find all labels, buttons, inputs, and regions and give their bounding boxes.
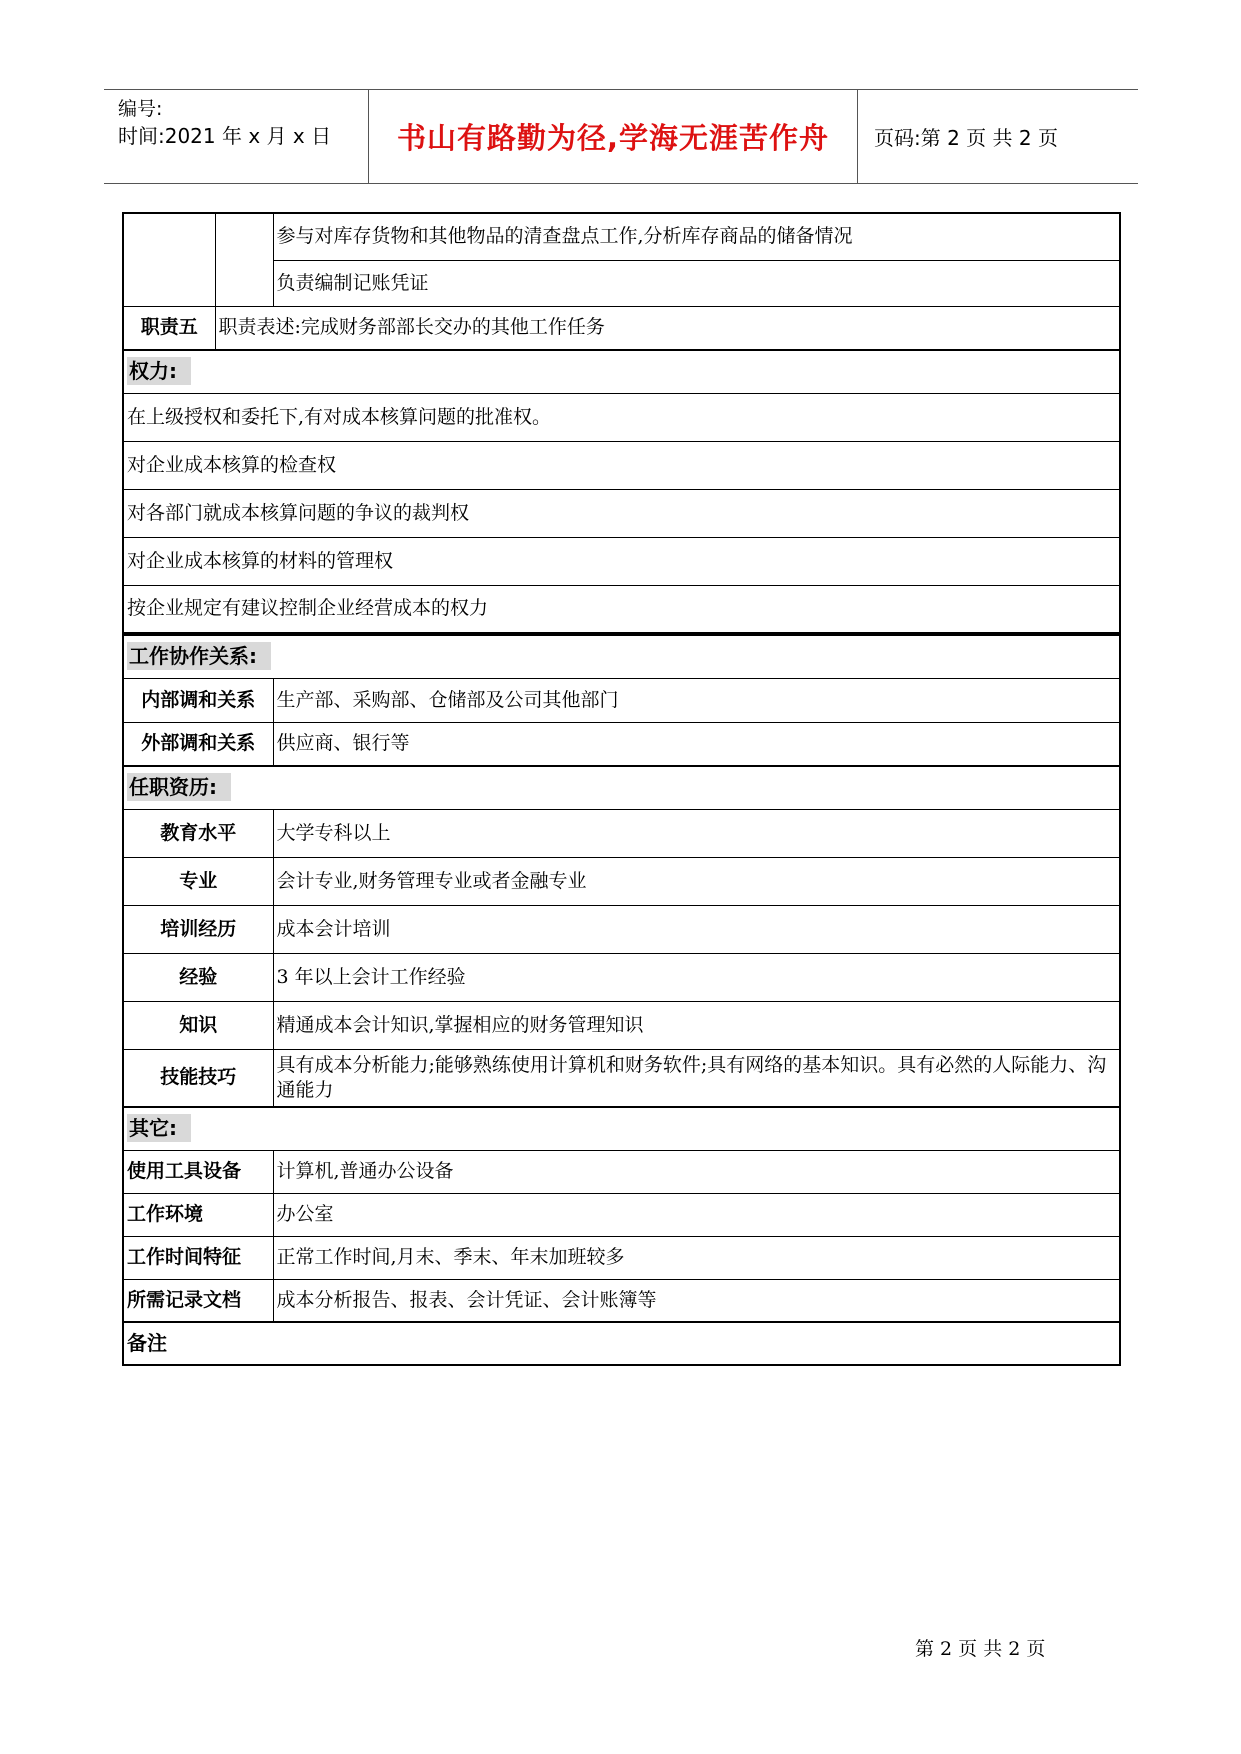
page-number-label: 页码:第 2 页 共 2 页 (874, 126, 1058, 150)
duty-row (123, 213, 1120, 260)
remarks-row (123, 1322, 1120, 1365)
duty-five-row (123, 306, 1120, 350)
other-value: 办公室 (273, 1193, 1120, 1236)
authority-item-text: 在上级授权和委托下,有对成本核算问题的批准权。 (123, 393, 1120, 441)
section-header-row (123, 635, 1120, 678)
qualification-row (123, 1049, 1120, 1107)
header-meta (104, 90, 368, 183)
qualification-row (123, 857, 1120, 905)
other-label: 使用工具设备 (123, 1150, 273, 1193)
qualification-row (123, 905, 1120, 953)
relation-row (123, 678, 1120, 722)
qualification-label: 教育水平 (123, 809, 273, 857)
authority-item (123, 489, 1120, 537)
external-relation-value: 供应商、银行等 (273, 722, 1120, 766)
section-header-row (123, 766, 1120, 809)
duty-blank-cell (123, 213, 215, 306)
motto-text: 书山有路勤为径,学海无涯苦作舟 (396, 121, 830, 155)
other-row (123, 1193, 1120, 1236)
header-motto-cell (368, 90, 858, 183)
internal-relation-value: 生产部、采购部、仓储部及公司其他部门 (273, 678, 1120, 722)
qualification-value: 会计专业,财务管理专业或者金融专业 (273, 857, 1120, 905)
authority-item (123, 537, 1120, 585)
duty-detail: 负责编制记账凭证 (273, 260, 1120, 306)
qualification-row (123, 809, 1120, 857)
other-label: 工作时间特征 (123, 1236, 273, 1279)
qualification-label: 技能技巧 (123, 1049, 273, 1107)
other-section-title: 其它: (123, 1107, 1120, 1150)
authority-section-title: 权力: (123, 350, 1120, 393)
page-footer: 第 2 页 共 2 页 (915, 1638, 1046, 1660)
section-header-row (123, 1107, 1120, 1150)
authority-item (123, 393, 1120, 441)
duty-five-text: 职责表述:完成财务部部长交办的其他工作任务 (215, 306, 1120, 350)
document-time: 时间:2021 年 x 月 x 日 (118, 124, 332, 148)
page-header (104, 89, 1138, 184)
other-row (123, 1236, 1120, 1279)
duty-five-label: 职责五 (123, 306, 215, 350)
qualification-label: 培训经历 (123, 905, 273, 953)
other-value: 成本分析报告、报表、会计凭证、会计账簿等 (273, 1279, 1120, 1322)
other-row (123, 1150, 1120, 1193)
duty-blank-cell (215, 213, 273, 306)
job-description-table (122, 212, 1119, 1366)
internal-relation-label: 内部调和关系 (123, 678, 273, 722)
qualification-row (123, 1001, 1120, 1049)
qualification-value: 具有成本分析能力;能够熟练使用计算机和财务软件;具有网络的基本知识。具有必然的人际能力、沟通能力 (273, 1049, 1120, 1107)
other-label: 所需记录文档 (123, 1279, 273, 1322)
other-row (123, 1279, 1120, 1322)
relation-row (123, 722, 1120, 766)
other-value: 计算机,普通办公设备 (273, 1150, 1120, 1193)
section-header-row (123, 350, 1120, 393)
qualifications-section-title: 任职资历: (123, 766, 1120, 809)
qualification-label: 专业 (123, 857, 273, 905)
other-value: 正常工作时间,月末、季末、年末加班较多 (273, 1236, 1120, 1279)
relations-section-title: 工作协作关系: (123, 635, 1120, 678)
duty-row (123, 260, 1120, 306)
duty-detail: 参与对库存货物和其他物品的清查盘点工作,分析库存商品的储备情况 (273, 213, 1120, 260)
authority-item-text: 对企业成本核算的检查权 (123, 441, 1120, 489)
document-number-label: 编号: (118, 98, 163, 120)
authority-item (123, 441, 1120, 489)
qualification-value: 成本会计培训 (273, 905, 1120, 953)
authority-item-text: 对企业成本核算的材料的管理权 (123, 537, 1120, 585)
authority-item-text: 对各部门就成本核算问题的争议的裁判权 (123, 489, 1120, 537)
header-page-cell (858, 90, 1138, 183)
other-label: 工作环境 (123, 1193, 273, 1236)
qualification-row (123, 953, 1120, 1001)
qualification-value: 3 年以上会计工作经验 (273, 953, 1120, 1001)
qualification-label: 知识 (123, 1001, 273, 1049)
qualification-value: 精通成本会计知识,掌握相应的财务管理知识 (273, 1001, 1120, 1049)
remarks-label: 备注 (123, 1322, 1120, 1365)
qualification-value: 大学专科以上 (273, 809, 1120, 857)
qualification-label: 经验 (123, 953, 273, 1001)
authority-item (123, 585, 1120, 633)
external-relation-label: 外部调和关系 (123, 722, 273, 766)
authority-item-text: 按企业规定有建议控制企业经营成本的权力 (123, 585, 1120, 633)
